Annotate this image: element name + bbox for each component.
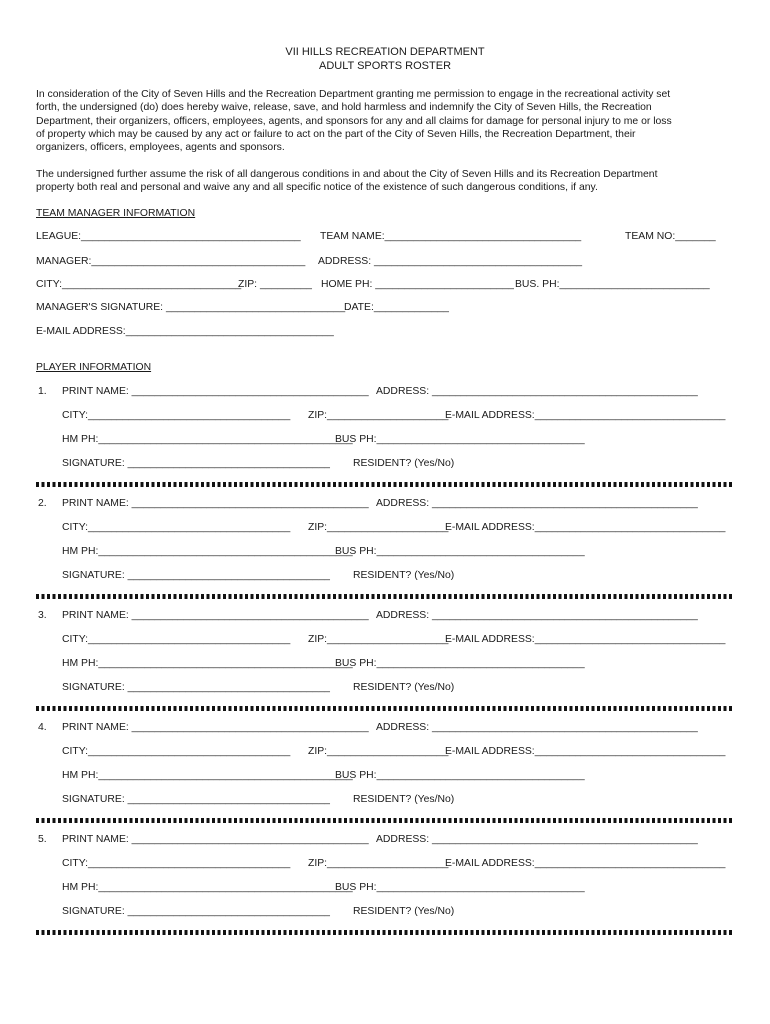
player-bus-phone-field[interactable]: BUS PH:____________________________________: [335, 882, 585, 893]
waiver-line: property both real and personal and waive any and all specific notice of the existence of such dangerous conditions, if any.: [36, 182, 598, 194]
player-signature-field[interactable]: SIGNATURE: ___________________________________: [62, 458, 330, 469]
player-print-name-field[interactable]: PRINT NAME: _________________________________________: [62, 834, 369, 845]
player-resident-field[interactable]: RESIDENT? (Yes/No): [353, 458, 455, 469]
player-home-phone-field[interactable]: HM PH:____________________________________________: [62, 434, 353, 445]
form-subtitle: ADULT SPORTS ROSTER: [318, 60, 452, 72]
team-no-field[interactable]: TEAM NO:_______: [625, 231, 716, 242]
manager-email-field[interactable]: E-MAIL ADDRESS:____________________________________: [36, 326, 334, 337]
player-print-name-field[interactable]: PRINT NAME: _________________________________________: [62, 722, 369, 733]
manager-signature-field[interactable]: MANAGER'S SIGNATURE: _______________________________: [36, 302, 346, 313]
player-email-field[interactable]: E-MAIL ADDRESS:_________________________________: [445, 858, 726, 869]
player-home-phone-field[interactable]: HM PH:____________________________________________: [62, 770, 353, 781]
team-name-field[interactable]: TEAM NAME:__________________________________: [320, 231, 582, 242]
player-resident-field[interactable]: RESIDENT? (Yes/No): [353, 794, 455, 805]
player-city-field[interactable]: CITY:___________________________________: [62, 858, 291, 869]
player-email-field[interactable]: E-MAIL ADDRESS:_________________________________: [445, 410, 726, 421]
player-divider: [36, 594, 734, 599]
manager-bus-phone-field[interactable]: BUS. PH:__________________________: [515, 279, 710, 290]
player-city-field[interactable]: CITY:___________________________________: [62, 410, 291, 421]
player-print-name-field[interactable]: PRINT NAME: _________________________________________: [62, 498, 369, 509]
player-bus-phone-field[interactable]: BUS PH:____________________________________: [335, 658, 585, 669]
player-resident-field[interactable]: RESIDENT? (Yes/No): [353, 570, 455, 581]
player-number: 3.: [38, 610, 47, 621]
player-home-phone-field[interactable]: HM PH:____________________________________________: [62, 658, 353, 669]
player-address-field[interactable]: ADDRESS: ______________________________________________: [376, 834, 698, 845]
player-zip-field[interactable]: ZIP:_____________________: [308, 410, 449, 421]
manager-city-field[interactable]: CITY:_______________________________: [36, 279, 242, 290]
player-address-field[interactable]: ADDRESS: ______________________________________________: [376, 610, 698, 621]
waiver-line: forth, the undersigned (do) does hereby waive, release, save, and hold harmless and indemnify the City of Seven Hills, the Recreation: [36, 102, 652, 114]
player-number: 4.: [38, 722, 47, 733]
player-zip-field[interactable]: ZIP:_____________________: [308, 634, 449, 645]
player-email-field[interactable]: E-MAIL ADDRESS:_________________________________: [445, 634, 726, 645]
player-print-name-field[interactable]: PRINT NAME: _________________________________________: [62, 386, 369, 397]
manager-zip-field[interactable]: ZIP: _________: [238, 279, 312, 290]
player-signature-field[interactable]: SIGNATURE: ___________________________________: [62, 794, 330, 805]
player-city-field[interactable]: CITY:___________________________________: [62, 634, 291, 645]
team-manager-heading: TEAM MANAGER INFORMATION: [36, 208, 196, 219]
waiver-line: In consideration of the City of Seven Hills and the Recreation Department granting me permission to engage in the recreational activity set: [36, 89, 671, 100]
waiver-paragraph-1: [36, 88, 736, 154]
player-divider: [36, 706, 734, 711]
player-resident-field[interactable]: RESIDENT? (Yes/No): [353, 682, 455, 693]
player-zip-field[interactable]: ZIP:_____________________: [308, 522, 449, 533]
player-divider: [36, 818, 734, 823]
waiver-line: organizers, officers, employees, agents and sponsors.: [36, 142, 285, 154]
league-field[interactable]: LEAGUE:______________________________________: [36, 231, 301, 242]
player-email-field[interactable]: E-MAIL ADDRESS:_________________________________: [445, 522, 726, 533]
player-city-field[interactable]: CITY:___________________________________: [62, 522, 291, 533]
player-print-name-field[interactable]: PRINT NAME: _________________________________________: [62, 610, 369, 621]
waiver-paragraph-2: [36, 168, 736, 195]
player-city-field[interactable]: CITY:___________________________________: [62, 746, 291, 757]
player-divider: [36, 930, 734, 935]
player-address-field[interactable]: ADDRESS: ______________________________________________: [376, 386, 698, 397]
manager-home-phone-field[interactable]: HOME PH: ________________________: [321, 279, 514, 290]
waiver-line: of property which may be caused by any act or failure to act on the part of the City of Seven Hills, the Recreation Department, their: [36, 128, 636, 140]
player-number: 5.: [38, 834, 47, 845]
player-zip-field[interactable]: ZIP:_____________________: [308, 858, 449, 869]
player-info-heading: PLAYER INFORMATION: [36, 362, 152, 373]
player-email-field[interactable]: E-MAIL ADDRESS:_________________________________: [445, 746, 726, 757]
player-bus-phone-field[interactable]: BUS PH:____________________________________: [335, 546, 585, 557]
manager-field[interactable]: MANAGER:_____________________________________: [36, 256, 306, 267]
player-bus-phone-field[interactable]: BUS PH:____________________________________: [335, 434, 585, 445]
player-signature-field[interactable]: SIGNATURE: ___________________________________: [62, 906, 330, 917]
waiver-line: The undersigned further assume the risk of all dangerous conditions in and about the City of Seven Hills and its Recreation Department: [36, 169, 658, 180]
player-address-field[interactable]: ADDRESS: ______________________________________________: [376, 498, 698, 509]
form-title: VII HILLS RECREATION DEPARTMENT: [285, 46, 485, 58]
player-divider: [36, 482, 734, 487]
player-signature-field[interactable]: SIGNATURE: ___________________________________: [62, 682, 330, 693]
player-number: 1.: [38, 386, 47, 397]
player-signature-field[interactable]: SIGNATURE: ___________________________________: [62, 570, 330, 581]
manager-date-field[interactable]: DATE:_____________: [344, 302, 449, 313]
player-number: 2.: [38, 498, 47, 509]
player-zip-field[interactable]: ZIP:_____________________: [308, 746, 449, 757]
player-address-field[interactable]: ADDRESS: ______________________________________________: [376, 722, 698, 733]
player-bus-phone-field[interactable]: BUS PH:____________________________________: [335, 770, 585, 781]
waiver-line: Department, their organizers, officers, employees, agents, and sponsors for any and all claims for damage for personal injury to me or loss: [36, 115, 672, 127]
player-home-phone-field[interactable]: HM PH:____________________________________________: [62, 882, 353, 893]
player-resident-field[interactable]: RESIDENT? (Yes/No): [353, 906, 455, 917]
player-home-phone-field[interactable]: HM PH:____________________________________________: [62, 546, 353, 557]
manager-address-field[interactable]: ADDRESS: ____________________________________: [318, 256, 583, 267]
